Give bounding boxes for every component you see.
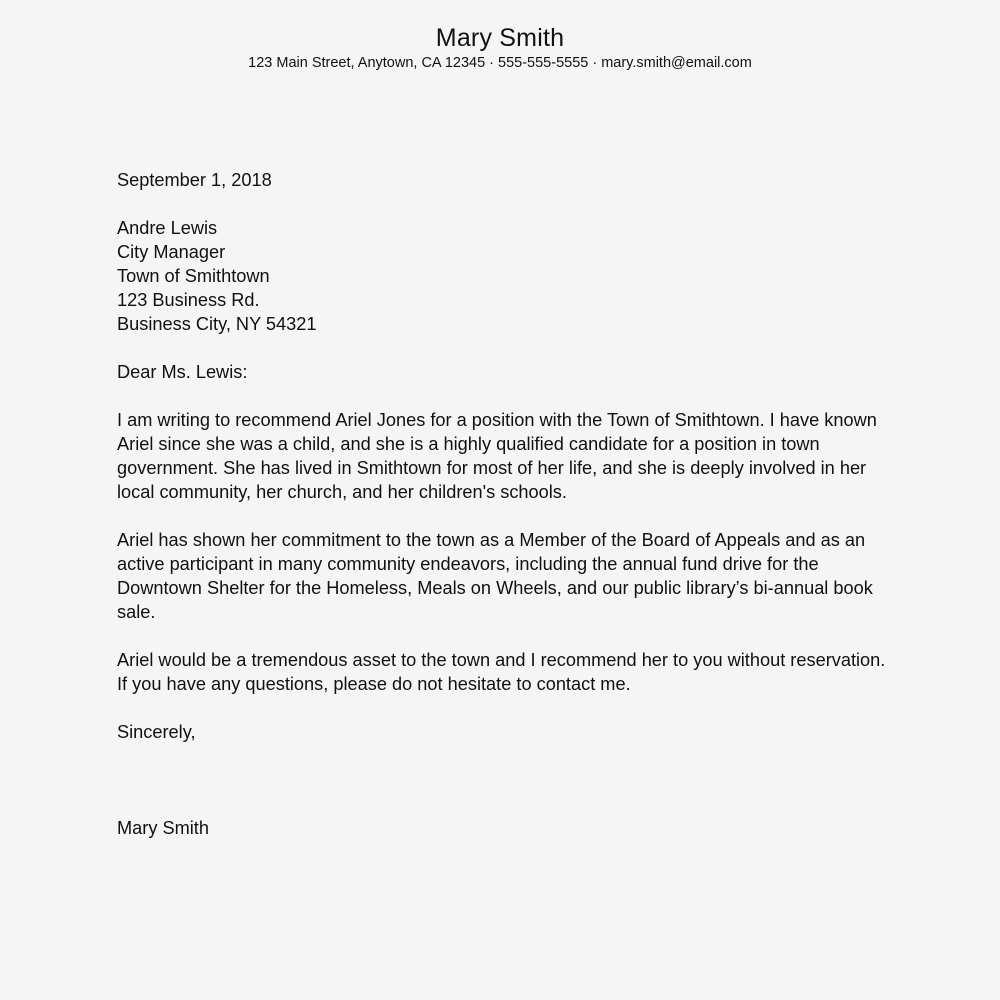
closing: Sincerely, — [117, 722, 196, 742]
recipient-street: 123 Business Rd. — [117, 290, 260, 310]
recipient-address-block — [117, 216, 887, 336]
sender-name: Mary Smith — [435, 24, 565, 52]
sender-contact-info: 123 Main Street, Anytown, CA 12345 · 555-555-5555 · mary.smith@email.com — [248, 55, 752, 71]
body-paragraph-2: Ariel has shown her commitment to the town as a Member of the Board of Appeals and as an active participant in many community endeavors, including the annual fund drive for the Downtown Shelter for the Homeless, Meals on Wheels, and our public library’s bi-annual book sale. — [117, 530, 873, 622]
recipient-organization: Town of Smithtown — [117, 266, 270, 286]
letterhead — [0, 22, 1000, 72]
recipient-name: Andre Lewis — [117, 218, 218, 238]
body-paragraph-1: I am writing to recommend Ariel Jones for a position with the Town of Smithtown. I have known Ariel since she was a child, and she is a highly qualified candidate for a position in town government. She has lived in Smithtown for most of her life, and she is deeply involved in her local community, her church, and her children's schools. — [117, 410, 877, 502]
salutation: Dear Ms. Lewis: — [117, 362, 248, 382]
signature-name: Mary Smith — [117, 818, 209, 838]
recipient-city-state-zip: Business City, NY 54321 — [117, 314, 317, 334]
recipient-title: City Manager — [117, 242, 226, 262]
body-paragraph-3: Ariel would be a tremendous asset to the town and I recommend her to you without reservation. If you have any questions, please do not hesitate to contact me. — [117, 650, 886, 694]
letter-body — [117, 168, 887, 840]
letter-date: September 1, 2018 — [117, 170, 272, 190]
